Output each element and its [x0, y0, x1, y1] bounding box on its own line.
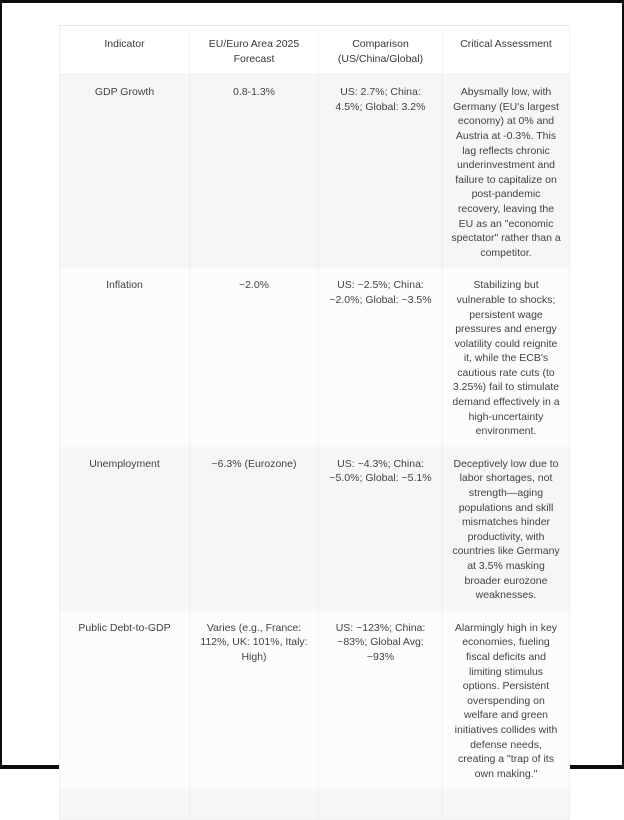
cell-forecast: ~2.0%: [190, 268, 319, 447]
header-cell-comparison: Comparison (US/China/Global): [319, 26, 443, 75]
cell-assessment: Deceptively low due to labor shortages, not strength—aging populations and skill mismatches hinder productivity, with countries like Germany at 3.5% masking broader eurozone weaknesses.: [452, 457, 560, 602]
cell-indicator: Public Debt-to-GDP: [60, 611, 190, 790]
table-row: [60, 447, 570, 611]
cell-forecast: 0.8-1.3%: [190, 75, 319, 269]
cell-assessment: [443, 789, 570, 819]
table-row: [60, 75, 570, 269]
cell-comparison: US: 2.7%; China: 4.5%; Global: 3.2%: [319, 75, 443, 269]
cell-assessment: Abysmally low, with Germany (EU's largest economy) at 0% and Austria at -0.3%. This lag reflects chronic underinvestment and failure to capitalize on post-pandemic recovery, leaving the EU as an "economic spectator" rather than a competitor.: [451, 86, 561, 259]
cell-assessment: Alarmingly high in key economies, fueling fiscal deficits and limiting stimulus options. Persistent overspending on welfare and green initiatives collides with defense needs, creating a "trap of its own making.": [454, 621, 558, 780]
header-cell-indicator: Indicator: [60, 26, 190, 75]
cell-indicator: Unemployment: [60, 447, 190, 611]
table-header-row: [60, 26, 570, 75]
table-row: [60, 268, 570, 447]
cell-indicator: GDP Growth: [60, 75, 190, 269]
cell-indicator: Inflation: [60, 268, 190, 447]
cell-forecast: ~6.3% (Eurozone): [190, 447, 319, 611]
cell-comparison: US: ~123%; China: ~83%; Global Avg: ~93%: [319, 611, 443, 790]
table-row: [60, 611, 570, 790]
table-row-empty: [60, 789, 570, 819]
cell-indicator: [60, 789, 190, 819]
cell-forecast: Varies (e.g., France: 112%, UK: 101%, Italy: High): [190, 611, 319, 790]
cell-comparison: US: ~2.5%; China: ~2.0%; Global: ~3.5%: [319, 268, 443, 447]
cell-assessment: Stabilizing but vulnerable to shocks; persistent wage pressures and energy volatility could reignite it, while the ECB's cautious rate cuts (to 3.25%) fail to stimulate demand effectively in a high-uncertainty environment.: [452, 279, 560, 438]
header-cell-forecast: EU/Euro Area 2025 Forecast: [190, 26, 319, 75]
cell-comparison: [319, 789, 443, 819]
cell-forecast: [190, 789, 319, 819]
header-cell-assessment: Critical Assessment: [443, 26, 570, 75]
indicators-table: [59, 25, 570, 820]
cell-comparison: US: ~4.3%; China: ~5.0%; Global: ~5.1%: [319, 447, 443, 611]
